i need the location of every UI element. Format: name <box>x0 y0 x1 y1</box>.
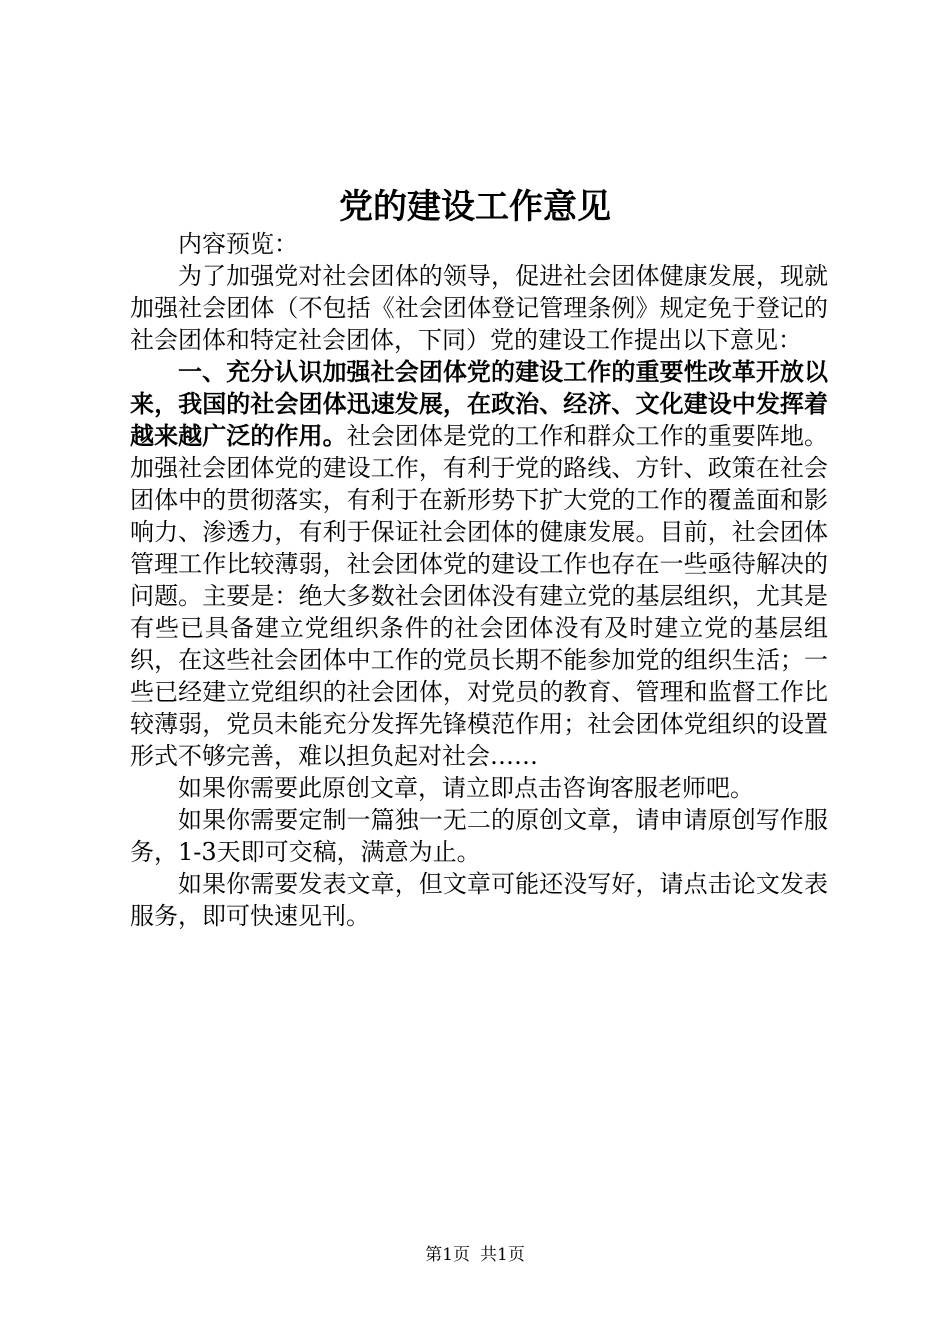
section-1-paragraph <box>130 356 828 772</box>
promo-custom-writing-paragraph: 如果你需要定制一篇独一无二的原创文章，请申请原创写作服务，1-3天即可交稿，满意为止。 <box>130 806 828 866</box>
page-footer <box>0 1243 950 1267</box>
document-title: 党的建设工作意见 <box>339 187 611 227</box>
intro-paragraph: 为了加强党对社会团体的领导，促进社会团体健康发展，现就加强社会团体（不包括《社会团体登记管理条例》规定免于登记的社会团体和特定社会团体，下同）党的建设工作提出以下意见： <box>130 262 828 354</box>
page-total: 共1页 <box>480 1245 525 1265</box>
preview-label: 内容预览： <box>178 230 298 258</box>
document-body <box>130 228 828 932</box>
section-1-body: 社会团体是党的工作和群众工作的重要阵地。加强社会团体党的建设工作，有利于党的路线、方针、政策在社会团体中的贯彻落实，有利于在新形势下扩大党的工作的覆盖面和影响力、渗透力，有利于保证社会团体的健康发展。目前，社会团体管理工作比较薄弱，社会团体党的建设工作也存在一些亟待解决的问题。主要是：绝大多数社会团体没有建立党的基层组织，尤其是有些已具备建立党组织条件的社会团体没有及时建立党的基层组织，在这些社会团体中工作的党员长期不能参加党的组织生活；一些已经建立党组织的社会团体，对党员的教育、管理和监督工作比较薄弱，党员未能充分发挥先锋模范作用；社会团体党组织的设置形式不够完善，难以担负起对社会…… <box>130 422 829 770</box>
section-1-heading: 一、充分认识加强社会团体党的建设工作的重要性改革开放以来，我国的社会团体迅速发展，在政治、经济、文化建设中发挥着越来越广泛的作用。 <box>130 357 828 450</box>
promo-publish-paragraph: 如果你需要发表文章，但文章可能还没写好，请点击论文发表服务，即可快速见刊。 <box>130 870 828 930</box>
page-number: 第1页 <box>425 1245 470 1265</box>
promo-consult-paragraph: 如果你需要此原创文章，请立即点击咨询客服老师吧。 <box>178 774 754 802</box>
